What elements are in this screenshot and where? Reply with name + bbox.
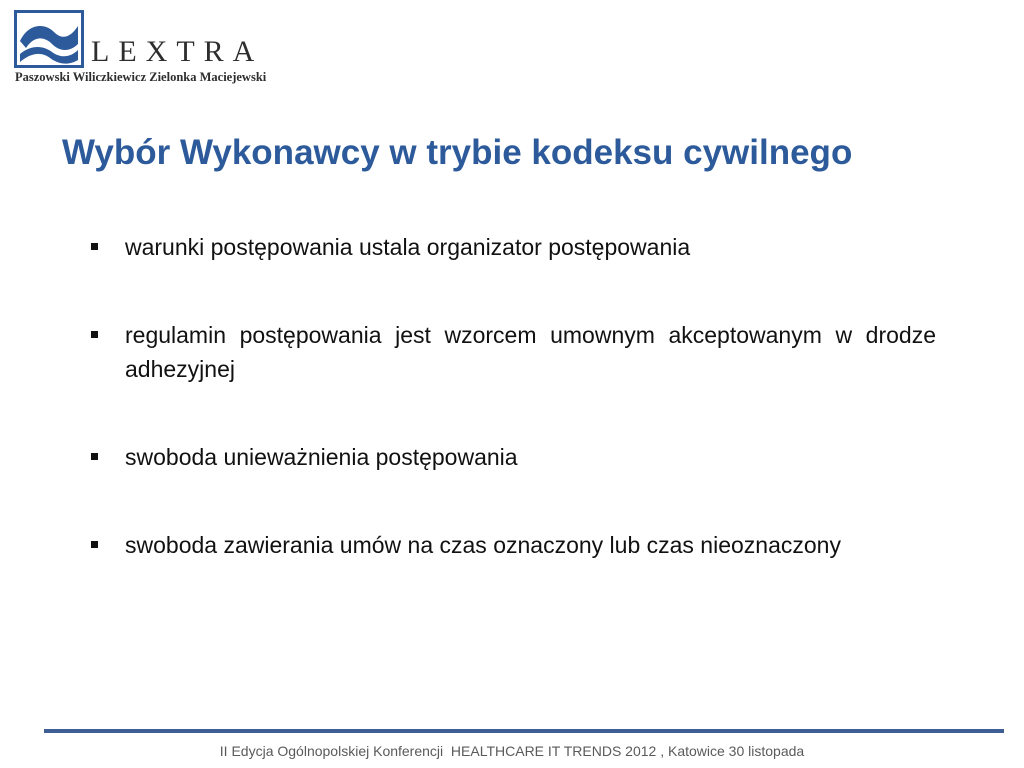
lextra-wave-logo-icon xyxy=(14,10,84,68)
square-bullet-icon xyxy=(91,243,98,250)
square-bullet-icon xyxy=(91,541,98,548)
bullet-item xyxy=(88,318,936,386)
company-logo xyxy=(14,10,267,90)
bullet-item xyxy=(88,528,936,562)
square-bullet-icon xyxy=(91,331,98,338)
logo-partners: Paszowski Wiliczkiewicz Zielonka Maciejewski xyxy=(15,70,267,84)
footer-divider xyxy=(44,729,1004,733)
bullet-text: warunki postępowania ustala organizator postępowania xyxy=(125,234,691,260)
slide-title: Wybór Wykonawcy w trybie kodeksu cywilnego xyxy=(62,133,853,172)
bullet-text: swoboda unieważnienia postępowania xyxy=(125,444,518,470)
footer-caption: II Edycja Ogólnopolskiej Konferencji HEALTHCARE IT TRENDS 2012 , Katowice 30 listopada xyxy=(219,743,805,759)
bullet-item xyxy=(88,440,936,474)
bullet-item xyxy=(88,230,936,264)
bullet-text: swoboda zawierania umów na czas oznaczony lub czas nieoznaczony xyxy=(125,532,841,558)
bullet-text: regulamin postępowania jest wzorcem umownym akceptowanym w drodze adhezyjnej xyxy=(125,322,936,382)
logo-name: LEXTRA xyxy=(91,35,264,68)
square-bullet-icon xyxy=(91,453,98,460)
bullet-list xyxy=(88,230,936,562)
